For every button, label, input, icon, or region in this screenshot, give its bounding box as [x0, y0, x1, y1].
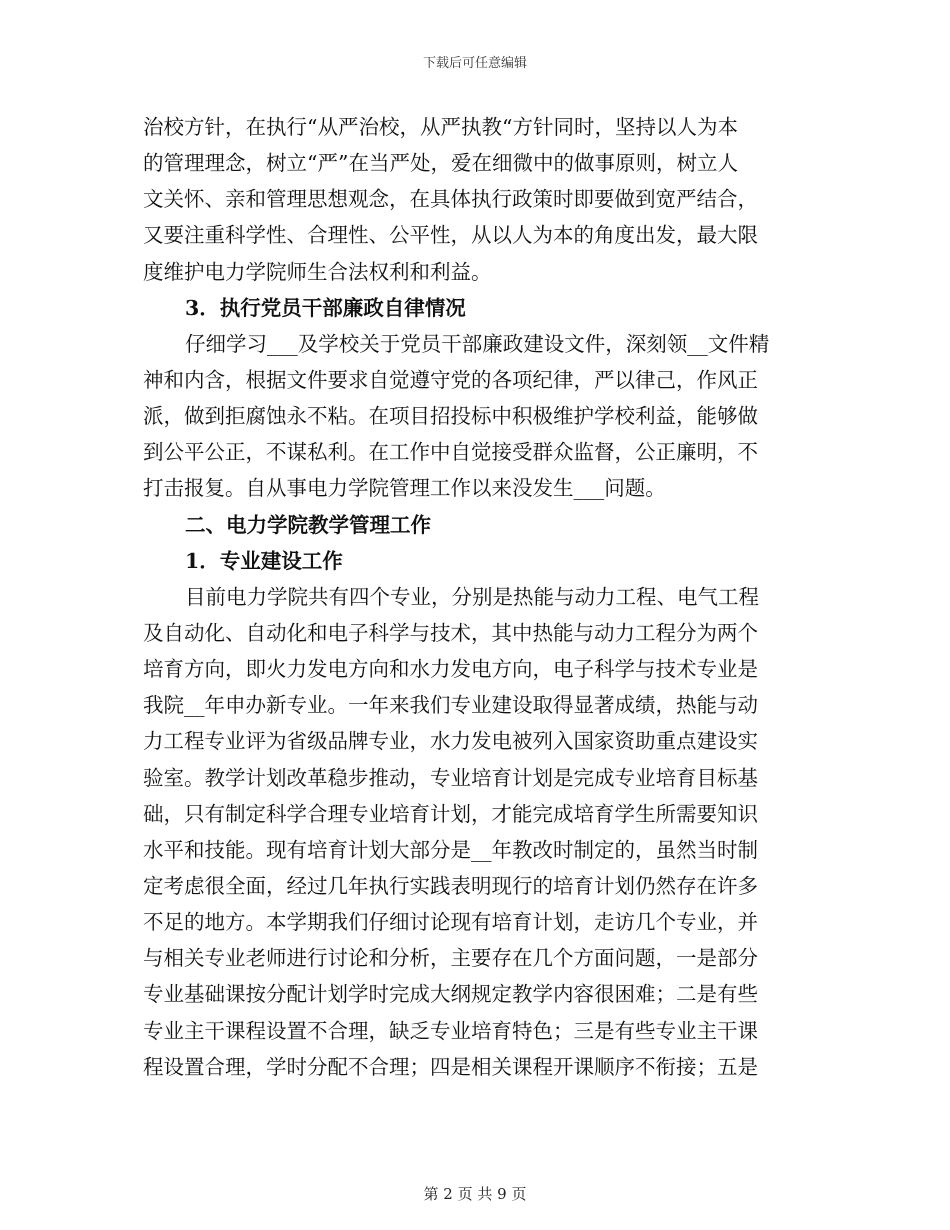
paragraph-line: 度维护电力学院师生合法权利和利益。 — [143, 259, 492, 284]
paragraph-line: 专业基础课按分配计划学时完成大纲规定教学内容很困难；二是有些 — [143, 982, 758, 1007]
paragraph-line: 程设置合理，学时分配不合理；四是相关课程开课顺序不衔接；五是 — [143, 1054, 758, 1079]
paragraph-line: 派，做到拒腐蚀永不粘。在项目招投标中积极维护学校利益，能够做 — [143, 404, 758, 429]
paragraph-line: 培育方向，即火力发电方向和水力发电方向，电子科学与技术专业是 — [143, 657, 758, 682]
paragraph-line: 到公平公正，不谋私利。在工作中自觉接受群众监督，公正廉明，不 — [143, 440, 758, 465]
paragraph-line: 神和内含，根据文件要求自觉遵守党的各项纪律，严以律己，作风正 — [143, 367, 758, 392]
paragraph-line: 仔细学习___及学校关于党员干部廉政建设文件，深刻领__文件精 — [185, 331, 770, 356]
paragraph-line: 打击报复。自从事电力学院管理工作以来没发生___问题。 — [143, 476, 666, 501]
section-heading: 二、电力学院教学管理工作 — [185, 512, 431, 537]
paragraph-line: 力工程专业评为省级品牌专业，水力发电被列入国家资助重点建设实 — [143, 729, 758, 754]
section-heading: 3．执行党员干部廉政自律情况 — [185, 295, 466, 320]
paragraph-line: 与相关专业老师进行讨论和分析，主要存在几个方面问题，一是部分 — [143, 946, 758, 971]
section-heading: 1．专业建设工作 — [185, 548, 343, 573]
paragraph-line: 文关怀、亲和管理思想观念，在具体执行政策时即要做到宽严结合， — [143, 187, 758, 212]
paragraph-line: 的管理理念，树立“严”在当严处，爱在细微中的做事原则，树立人 — [143, 151, 738, 176]
paragraph-line: 验室。教学计划改革稳步推动，专业培育计划是完成专业培育目标基 — [143, 765, 758, 790]
page-footer: 第 2 页 共 9 页 — [423, 1185, 527, 1203]
page-header: 下载后可任意编辑 — [422, 56, 527, 71]
paragraph-line: 我院__年申办新专业。一年来我们专业建设取得显著成绩，热能与动 — [143, 693, 758, 718]
paragraph-line: 治校方针，在执行“从严治校，从严执教“方针同时，坚持以人为本 — [143, 115, 738, 139]
paragraph-line: 目前电力学院共有四个专业，分别是热能与动力工程、电气工程 — [185, 584, 759, 609]
paragraph-line: 不足的地方。本学期我们仔细讨论现有培育计划，走访几个专业，并 — [143, 910, 758, 935]
paragraph-line: 专业主干课程设置不合理，缺乏专业培育特色；三是有些专业主干课 — [143, 1018, 758, 1043]
paragraph-line: 又要注重科学性、合理性、公平性，从以人为本的角度出发，最大限 — [143, 223, 758, 248]
paragraph-line: 定考虑很全面，经过几年执行实践表明现行的培育计划仍然存在许多 — [143, 873, 758, 898]
paragraph-line: 础，只有制定科学合理专业培育计划，才能完成培育学生所需要知识 — [143, 801, 758, 826]
document-body — [143, 109, 798, 1085]
paragraph-line: 水平和技能。现有培育计划大部分是__年教改时制定的，虽然当时制 — [143, 837, 758, 862]
paragraph-line: 及自动化、自动化和电子科学与技术，其中热能与动力工程分为两个 — [143, 620, 758, 645]
